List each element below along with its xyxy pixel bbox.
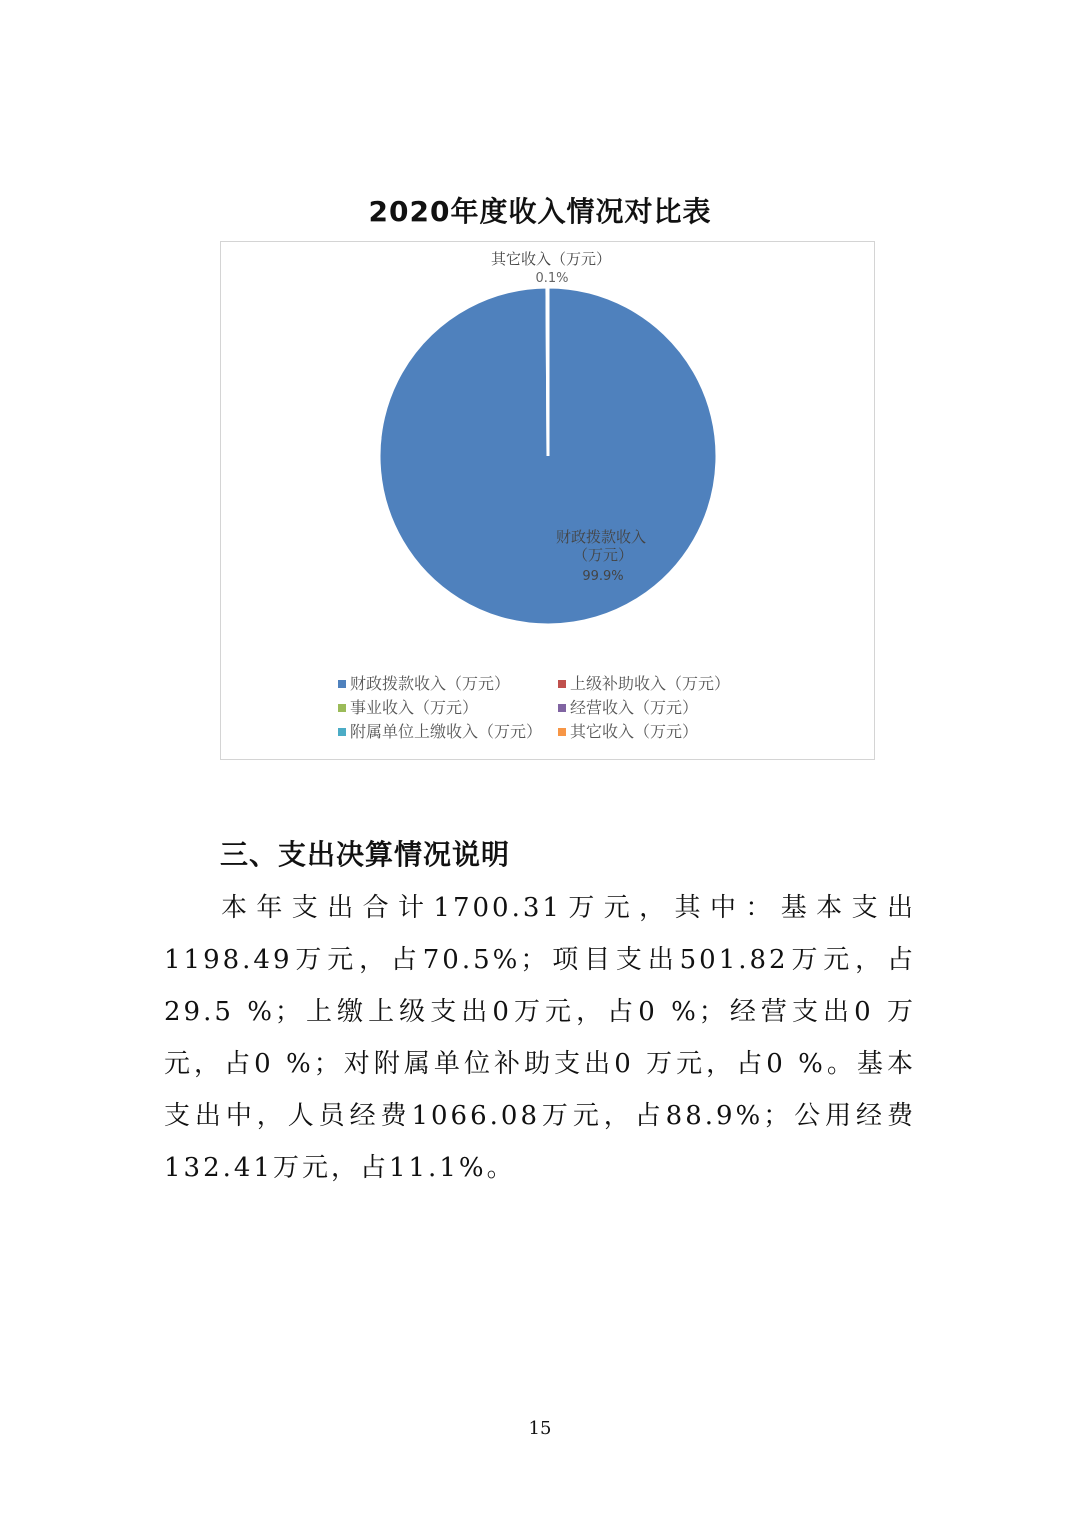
section-heading: 三、支出决算情况说明 bbox=[220, 838, 511, 871]
data-label-name: 其它收入（万元） bbox=[490, 250, 612, 268]
legend-item bbox=[338, 720, 542, 744]
expenditure-paragraph: 本年支出合计1700.31万元，其中：基本支出1198.49万元，占70.5%；项目支出501.82万元，占29.5 %；上缴上级支出0万元，占0 %；经营支出0 万元，占0 %；对附属单位补助支出0 万元，占0 %。基本支出中，人员经费1066.08万元，占88.9%；公用经费132.41万元，占11.1%。 bbox=[164, 893, 916, 1183]
legend-label: 财政拨款收入（万元） bbox=[350, 674, 511, 693]
legend-swatch bbox=[338, 680, 346, 688]
legend-item bbox=[338, 696, 478, 720]
legend-swatch bbox=[558, 704, 566, 712]
data-label-percent: 99.9% bbox=[582, 569, 624, 584]
legend-item bbox=[558, 672, 730, 696]
legend-label: 上级补助收入（万元） bbox=[570, 674, 731, 693]
legend-item bbox=[338, 672, 510, 696]
data-label-name: 财政拨款收入 bbox=[555, 528, 647, 546]
legend-swatch bbox=[558, 728, 566, 736]
legend-swatch bbox=[338, 728, 346, 736]
legend-swatch bbox=[338, 704, 346, 712]
legend-label: 其它收入（万元） bbox=[570, 722, 699, 741]
legend-item bbox=[558, 696, 698, 720]
legend-swatch bbox=[558, 680, 566, 688]
page-number: 15 bbox=[528, 1418, 552, 1439]
legend-item bbox=[558, 720, 698, 744]
legend-label: 事业收入（万元） bbox=[350, 698, 479, 717]
data-label-name: （万元） bbox=[572, 546, 634, 564]
pie-slice bbox=[547, 287, 548, 456]
legend-label: 附属单位上缴收入（万元） bbox=[350, 722, 543, 741]
pie-chart bbox=[220, 241, 875, 760]
data-label-percent: 0.1% bbox=[535, 271, 569, 286]
pie-chart-svg bbox=[221, 242, 876, 761]
legend-label: 经营收入（万元） bbox=[570, 698, 699, 717]
chart-title: 2020年度收入情况对比表 bbox=[368, 195, 712, 228]
